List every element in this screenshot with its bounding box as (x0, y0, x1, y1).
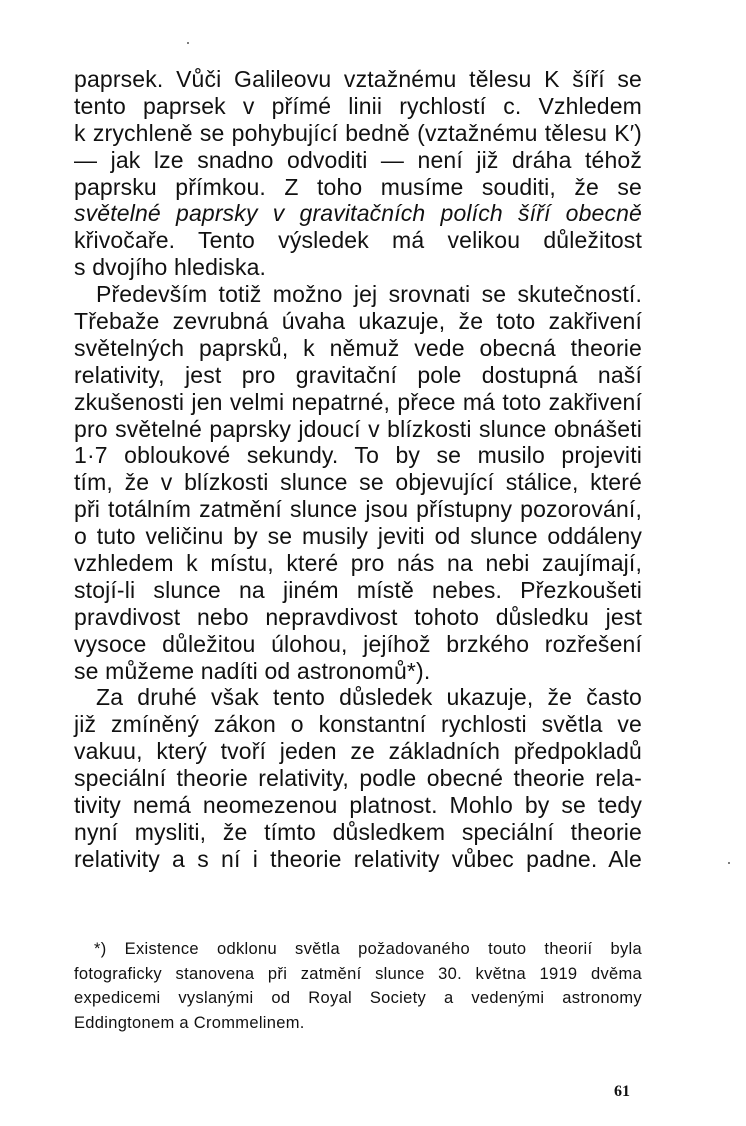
body-line-18: o tuto veličinu by se musily jeviti od slunce oddáleny (74, 523, 642, 550)
body-line-4: — jak lze snadno odvoditi — není již dráha téhož (74, 146, 642, 173)
body-line-19: vzhledem k místu, které pro nás na nebi zaujímají, (74, 550, 642, 577)
body-line-23: se můžeme nadíti od astronomů*). (74, 657, 431, 684)
body-line-20: stojí-li slunce na jiném místě nebes. Přezkoušeti (74, 576, 642, 603)
body-line-16: tím, že v blízkosti slunce se objevující stálice, které (74, 469, 642, 496)
body-line-21: pravdivost nebo nepravdivost tohoto důsledku jest (74, 603, 642, 630)
body-line-25: již zmíněný zákon o konstantní rychlosti světla ve (74, 711, 642, 738)
body-line-13: zkušenosti jen velmi nepatrné, přece má toto zakřivení (74, 388, 642, 415)
speck-right (728, 862, 730, 864)
body-text (74, 66, 642, 873)
body-line-29: nyní mysliti, že tímto důsledkem speciální theorie (74, 818, 642, 845)
body-line-12: relativity, jest pro gravitační pole dostupná naší (74, 361, 642, 388)
footnote-line-1: *) Existence odklonu světla požadovaného touto theorií byla (94, 940, 642, 958)
body-line-9: Především totiž možno jej srovnati se skutečností. (96, 281, 642, 308)
footnote-line-2: fotograficky stanovena při zatmění slunce 30. května 1919 dvěma (74, 964, 642, 983)
body-line-5: paprsku přímkou. Z toho musíme souditi, že se (74, 173, 642, 200)
body-line-1: paprsek. Vůči Galileovu vztažnému tělesu K šíří se (74, 66, 642, 92)
body-line-24: Za druhé však tento důsledek ukazuje, že často (96, 684, 642, 711)
body-line-22: vysoce důležitou úlohou, jejíhož brzkého rozřešení (74, 630, 642, 657)
body-line-8: s dvojího hlediska. (74, 254, 267, 281)
body-line-28: tivity nemá neomezenou platnost. Mohlo by se tedy (74, 792, 642, 819)
body-line-26: vakuu, který tvoří jeden ze základních předpokladů (74, 738, 642, 765)
body-line-7: křivočaře. Tento výsledek má velikou důležitost (74, 227, 642, 254)
footnote (74, 937, 642, 1035)
body-line-6: světelné paprsky v gravitačních polích šíří obecně (74, 200, 642, 227)
body-line-27: speciální theorie relativity, podle obecné theorie rela- (74, 765, 642, 792)
body-line-15: 1·7 obloukové sekundy. To by se musilo projeviti (74, 442, 642, 469)
body-line-14: pro světelné paprsky jdoucí v blízkosti slunce obnášeti (74, 415, 642, 442)
footnote-line-4: Eddingtonem a Crommelinem. (74, 1013, 305, 1032)
body-line-2: tento paprsek v přímé linii rychlostí c. Vzhledem (74, 92, 642, 119)
speck-top (187, 42, 189, 44)
body-line-11: světelných paprsků, k němuž vede obecná theorie (74, 334, 642, 361)
body-line-17: při totálním zatmění slunce jsou přístupny pozorování, (74, 496, 642, 523)
page-number: 61 (614, 1083, 630, 1100)
body-line-3: k zrychleně se pohybující bedně (vztažnému tělesu K′) (74, 119, 642, 146)
footnote-line-3: expedicemi vyslanými od Royal Society a vedenými astronomy (74, 989, 642, 1007)
body-line-10: Třebaže zevrubná úvaha ukazuje, že toto zakřivení (74, 308, 642, 335)
body-line-30: relativity a s ní i theorie relativity vůbec padne. Ale (74, 845, 642, 872)
